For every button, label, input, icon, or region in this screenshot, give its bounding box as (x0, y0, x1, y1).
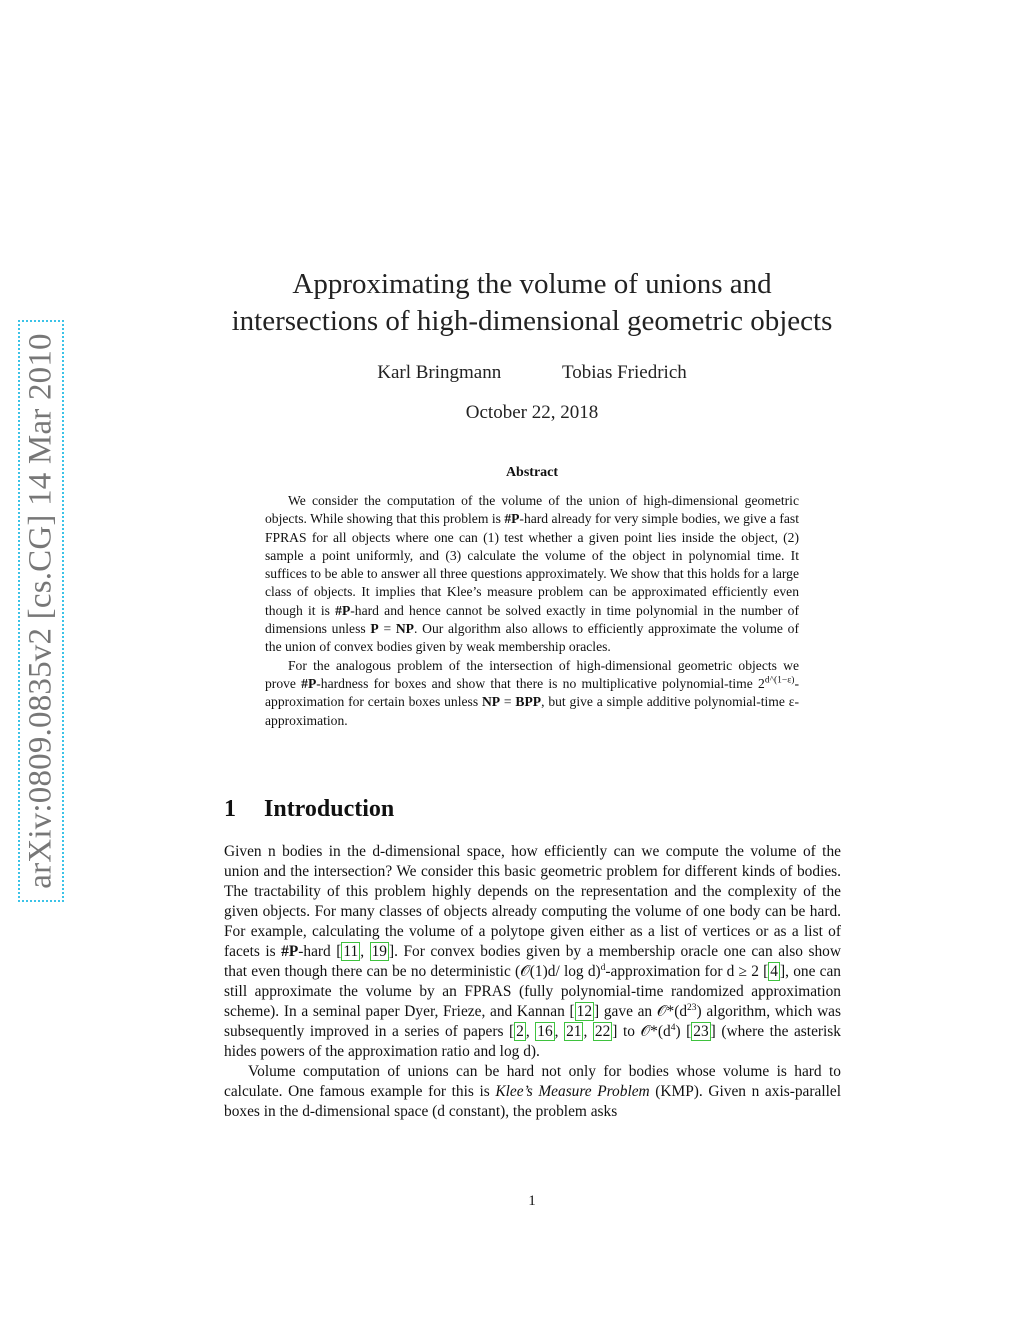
arxiv-stamp (18, 320, 64, 902)
section-heading-introduction (224, 796, 394, 823)
citation-link[interactable]: 11 (343, 943, 359, 960)
paper-title (200, 266, 864, 340)
abstract-body (265, 492, 799, 730)
page-number: 1 (528, 1193, 536, 1209)
arxiv-stamp-text: arXiv:0809.0835v2 [cs.CG] 14 Mar 2010 (22, 333, 59, 889)
citation-link[interactable]: 23 (693, 1023, 709, 1040)
citation-link[interactable]: 19 (371, 943, 387, 960)
abstract-paragraph-1: We consider the computation of the volume of the union of high-dimensional geometric objects. While showing that this problem is #P-hard already for very simple bodies, we give a fast FPRAS for all objects where one can (1) test whether a given point lies inside the object, (2) sample a point uniformly, and (3) calculate the volume of the object in polynomial time. It suffices to be able to answer all three questions approximately. We show that this holds for a large class of objects. It implies that Klee’s measure problem can be approximated efficiently even though it is #P-hard and hence cannot be solved exactly in time polynomial in the number of dimensions unless P = NP. Our algorithm also allows to efficiently approximate the volume of the union of convex bodies given by weak membership oracles. (265, 493, 799, 655)
introduction-body (224, 842, 841, 1122)
title-line-2: intersections of high-dimensional geometric objects (231, 305, 833, 337)
citation-link[interactable]: 22 (594, 1023, 611, 1040)
author-2: Tobias Friedrich (561, 362, 687, 383)
citation-link[interactable]: 12 (576, 1003, 593, 1020)
intro-paragraph-1: Given n bodies in the d-dimensional space, how efficiently can we compute the volume of the union and the intersection? We consider this basic geometric problem for different kinds of bodies. The tractability of this problem highly depends on the representation and the complexity of the given objects. For many classes of objects already computing the volume of one body can be hard. For example, calculating the volume of a polytope given either as a list of vertices or as a list of facets is #P-hard [ 11 , 19 ]. For convex bodies given by a membership oracle one can also show that even though there can be no deterministic (𝒪(1)d/ log d)$^d$-approximation for d ≥ 2 [ 4 ], one can still approximate the volume by an FPRAS (fully polynomial-time randomized approximation scheme). In a seminal paper Dyer, Frieze, and Kannan [ 12 ] gave an $𝒪*(d^{23})$ algorithm, which was subsequently improved in a series of papers [ 2 , 16 , 21 , 22 ] to $𝒪*(d^4)$ [ 23 ] (where the asterisk hides powers of the approximation ratio and log d). (224, 843, 841, 1060)
citation-link[interactable]: 16 (537, 1023, 553, 1040)
citation-link[interactable]: 4 (770, 963, 778, 980)
abstract-paragraph-2: For the analogous problem of the intersection of high-dimensional geometric objects we prove #P-hardness for boxes and show that there is no multiplicative polynomial-time $2^{d\^{}(1-\varepsilon)}$-approximation for certain boxes unless NP = BPP, but give a simple additive polynomial-time ε-approximation. (265, 657, 799, 728)
abstract-heading: Abstract (505, 465, 559, 480)
author-1: Karl Bringmann (377, 362, 502, 383)
title-line-1: Approximating the volume of unions and (292, 268, 772, 300)
section-title: Introduction (264, 796, 395, 822)
citation-link[interactable]: 2 (516, 1023, 524, 1040)
authors (200, 362, 864, 384)
paper-date: October 22, 2018 (465, 402, 599, 423)
citation-link[interactable]: 21 (566, 1023, 582, 1040)
intro-paragraph-2: Volume computation of unions can be hard not only for bodies whose volume is hard to calculate. One famous example for this is Klee’s Measure Problem (KMP). Given n axis-parallel boxes in the d-dimensional space (d constant), the problem asks (224, 1063, 841, 1120)
section-number: 1 (224, 796, 236, 822)
